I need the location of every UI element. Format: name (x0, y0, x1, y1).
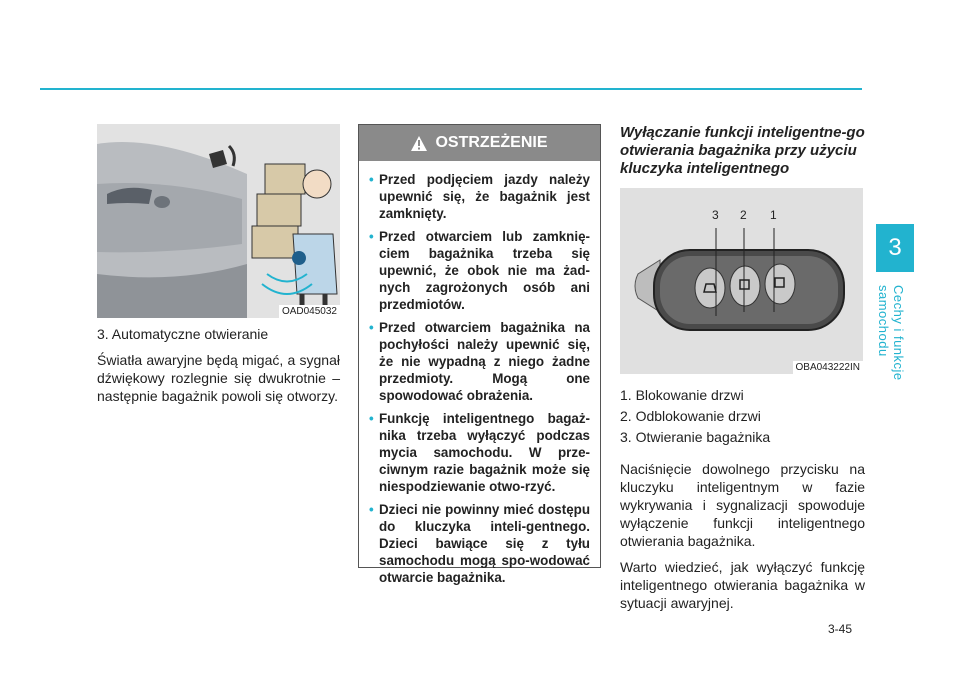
car-trunk-image (97, 124, 340, 318)
warning-item (369, 319, 590, 404)
page-number: 3-45 (828, 622, 853, 636)
trunk-illustration (97, 124, 340, 318)
chapter-number-tab: 3 (876, 224, 914, 272)
bullet-icon: • (369, 320, 374, 335)
warning-list (359, 161, 600, 586)
warning-title: OSTRZEŻENIE (435, 134, 548, 151)
smart-key-illustration (620, 188, 863, 374)
step-paragraph: Światła awaryjne będą migać, a sygnał dźwiękowy rozlegnie się dwukrotnie – następnie bagażnik powoli się otworzy. (97, 352, 340, 404)
bullet-icon: • (369, 411, 374, 426)
bullet-icon: • (369, 229, 374, 244)
chapter-title: Cechy i funkcje samochodu (876, 285, 906, 381)
warning-item-text: Przed otwarciem bagażnika na pochyłości należy upewnić się, że nie wypadną z niego żadne przedmioty. Mogą one spowodować obrażenia. (379, 320, 590, 403)
figure-code: OAD045032 (279, 305, 340, 318)
warning-triangle-icon (411, 136, 427, 151)
paragraph: Warto wiedzieć, jak wyłączyć funkcję inteligentnego otwierania bagażnika w sytuacji awaryjnej. (620, 559, 865, 611)
key-label-3: 3 (712, 208, 719, 222)
warning-item-text: Funkcję inteligentnego bagaż-nika trzeba wyłączyć podczas mycia samochodu. W prze-ciwnym razie bagażnik może się niespodziewanie otwo-rzyć. (379, 411, 590, 494)
warning-item (369, 410, 590, 495)
warning-header (359, 125, 600, 161)
section-heading: Wyłączanie funkcji inteligentne-go otwierania bagażnika przy użyciu kluczyka inteligentnego (620, 124, 865, 177)
list-item: 3. Otwieranie bagażnika (620, 429, 771, 445)
paragraph: Naciśnięcie dowolnego przycisku na kluczyku inteligentnym w fazie wykrywania i sygnalizacji spowoduje wyłączenie funkcji inteligentnego otwierania bagażnika. (620, 461, 865, 549)
top-rule (40, 88, 862, 90)
warning-item (369, 501, 590, 586)
list-item: 1. Blokowanie drzwi (620, 387, 744, 403)
bullet-icon: • (369, 172, 374, 187)
warning-item (369, 228, 590, 313)
left-column-text (97, 325, 340, 413)
key-label-1: 1 (770, 208, 777, 222)
figure-code: OBA043222IN (793, 361, 864, 374)
warning-item-text: Dzieci nie powinny mieć dostępu do kluczyka inteli-gentnego. Dzieci bawiące się z tyłu samochodu mogą spo-wodować otwarcie bagażnika. (379, 502, 590, 585)
warning-box (358, 124, 601, 585)
bullet-icon: • (369, 502, 374, 517)
warning-item-text: Przed podjęciem jazdy należy upewnić się, że bagażnik jest zamknięty. (379, 172, 590, 221)
right-column-text (620, 386, 865, 620)
key-label-2: 2 (740, 208, 747, 222)
list-item: 2. Odblokowanie drzwi (620, 408, 761, 424)
step-title: 3. Automatyczne otwieranie (97, 326, 269, 342)
warning-item (369, 171, 590, 222)
warning-item-text: Przed otwarciem lub zamknię-ciem bagażnika trzeba się upewnić, że obok nie ma żad-nych zagrożonych osób ani przedmiotów. (379, 229, 590, 312)
